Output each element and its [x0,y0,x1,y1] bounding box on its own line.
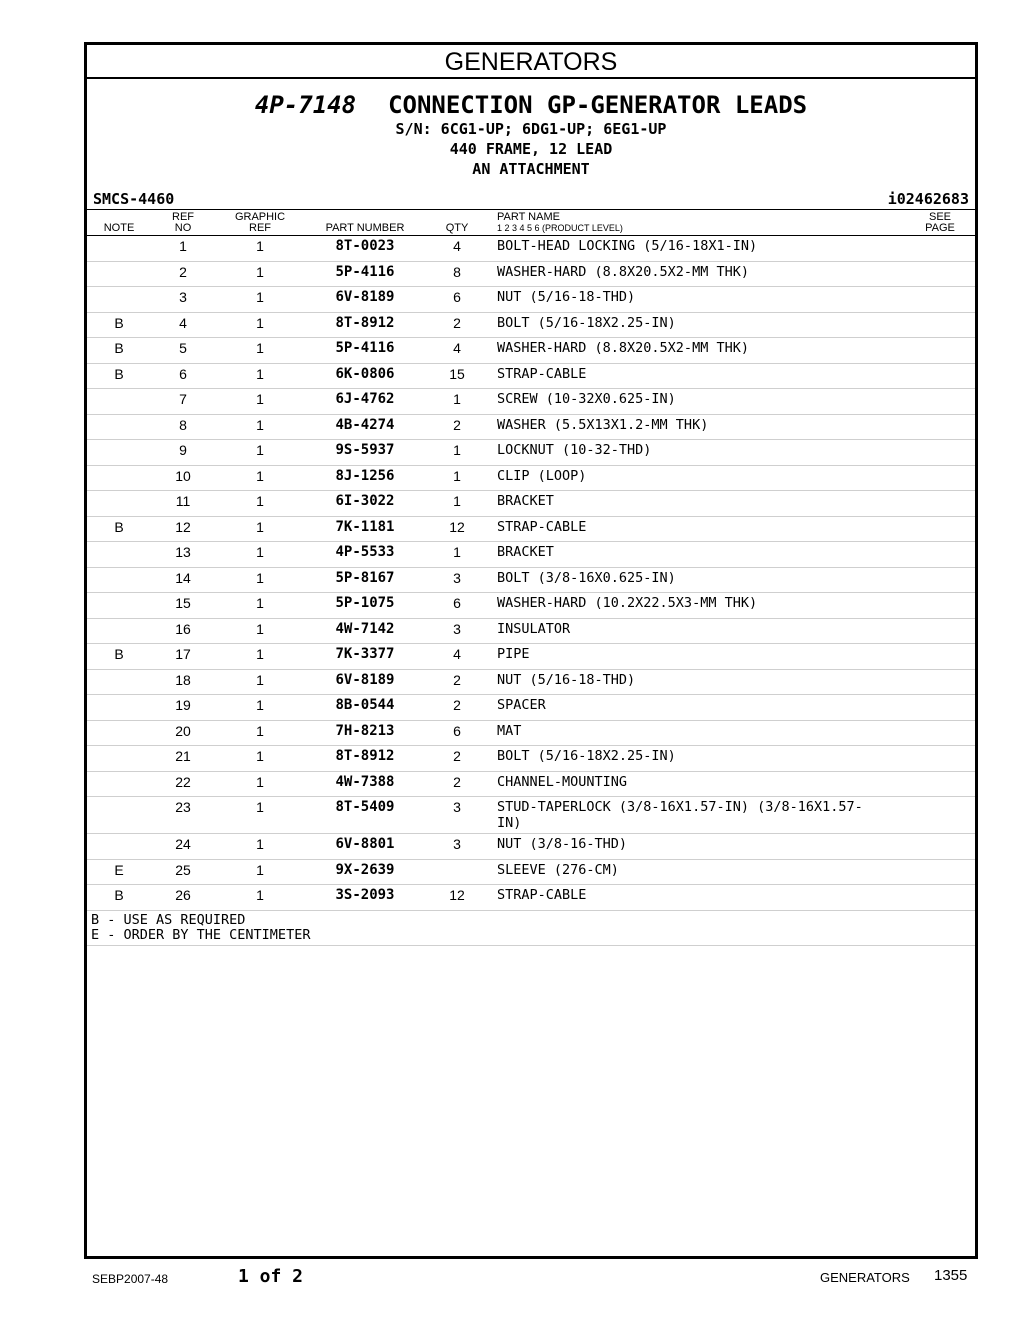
qty-cell: 1 [425,542,489,568]
col-see-page: SEE PAGE [905,210,975,236]
table-row [87,312,975,338]
table-row [87,465,975,491]
note-cell [87,669,151,695]
ref-cell: 20 [151,720,215,746]
qty-cell: 6 [425,720,489,746]
col-qty: QTY [425,210,489,236]
ref-cell: 12 [151,516,215,542]
note-cell [87,618,151,644]
frame-description: 440 FRAME, 12 LEAD [449,140,613,158]
serial-numbers: S/N: 6CG1-UP; 6DG1-UP; 6EG1-UP [395,120,667,138]
part-name-cell: STUD-TAPERLOCK (3/8-16X1.57-IN) (3/8-16X1.57- IN) [489,797,905,834]
col-part-number: PART NUMBER [305,210,425,236]
ref-cell: 21 [151,746,215,772]
part-number-cell: 8T-8912 [305,746,425,772]
note-cell [87,465,151,491]
ref-cell: 16 [151,618,215,644]
note-cell [87,261,151,287]
ref-cell: 13 [151,542,215,568]
note-cell: B [87,885,151,911]
table-row [87,797,975,834]
note-cell [87,414,151,440]
see-page-cell [905,440,975,466]
part-name-cell: NUT (5/16-18-THD) [489,287,905,313]
table-row [87,720,975,746]
table-row [87,567,975,593]
footer-section: GENERATORS [820,1270,910,1285]
note-cell [87,771,151,797]
note-cell: E [87,859,151,885]
ref-cell: 4 [151,312,215,338]
table-row [87,669,975,695]
graphic-ref-cell: 1 [215,618,305,644]
see-page-cell [905,618,975,644]
note-cell: B [87,338,151,364]
graphic-ref-cell: 1 [215,542,305,568]
graphic-ref-cell: 1 [215,771,305,797]
note-cell: B [87,312,151,338]
ref-cell: 19 [151,695,215,721]
note-cell [87,491,151,517]
table-row [87,414,975,440]
qty-cell: 15 [425,363,489,389]
qty-cell: 12 [425,516,489,542]
table-row [87,618,975,644]
part-number-cell: 6K-0806 [305,363,425,389]
table-row [87,440,975,466]
part-name-cell: NUT (3/8-16-THD) [489,834,905,860]
part-name-cell: STRAP-CABLE [489,516,905,542]
note-cell: B [87,644,151,670]
part-number-cell: 6V-8189 [305,287,425,313]
ref-cell: 6 [151,363,215,389]
part-number-cell: 9X-2639 [305,859,425,885]
note-e: E - ORDER BY THE CENTIMETER [91,926,311,943]
graphic-ref-cell: 1 [215,465,305,491]
ref-cell: 1 [151,236,215,262]
qty-cell: 3 [425,834,489,860]
table-row [87,695,975,721]
qty-cell: 1 [425,440,489,466]
see-page-cell [905,593,975,619]
illustration-id: i02462683 [887,190,969,208]
note-cell [87,746,151,772]
parts-table-body [87,236,975,911]
part-number-cell: 3S-2093 [305,885,425,911]
part-name-cell: SLEEVE (276-CM) [489,859,905,885]
qty-cell: 2 [425,771,489,797]
part-number-cell: 6V-8189 [305,669,425,695]
part-number-cell: 5P-4116 [305,338,425,364]
note-cell [87,287,151,313]
part-name-cell: WASHER-HARD (8.8X20.5X2-MM THK) [489,338,905,364]
note-cell: B [87,516,151,542]
group-title: CONNECTION GP-GENERATOR LEADS [388,91,808,119]
part-number-cell: 6V-8801 [305,834,425,860]
col-note: NOTE [87,210,151,236]
table-row [87,236,975,262]
graphic-ref-cell: 1 [215,491,305,517]
note-cell [87,542,151,568]
page-number: 1355 [934,1267,968,1284]
see-page-cell [905,261,975,287]
qty-cell: 3 [425,618,489,644]
doc-number: SEBP2007-48 [92,1272,169,1286]
col-graphic-ref: GRAPHIC REF [215,210,305,236]
part-name-cell: CLIP (LOOP) [489,465,905,491]
note-cell: B [87,363,151,389]
see-page-cell [905,491,975,517]
see-page-cell [905,669,975,695]
qty-cell: 12 [425,885,489,911]
ref-cell: 11 [151,491,215,517]
table-row [87,338,975,364]
note-cell [87,834,151,860]
see-page-cell [905,720,975,746]
smcs-line [87,189,975,210]
qty-cell [425,859,489,885]
note-b: B - USE AS REQUIRED [91,911,246,928]
graphic-ref-cell: 1 [215,644,305,670]
see-page-cell [905,287,975,313]
part-number-cell: 5P-4116 [305,261,425,287]
part-name-cell: BOLT (5/16-18X2.25-IN) [489,746,905,772]
note-cell [87,236,151,262]
part-number-cell: 6J-4762 [305,389,425,415]
see-page-cell [905,644,975,670]
ref-cell: 17 [151,644,215,670]
see-page-cell [905,771,975,797]
table-row [87,287,975,313]
part-name-cell: INSULATOR [489,618,905,644]
qty-cell: 4 [425,644,489,670]
product-levels: 1 2 3 4 5 6 (PRODUCT LEVEL) [497,223,623,233]
part-number-cell: 7K-3377 [305,644,425,670]
table-row [87,593,975,619]
qty-cell: 4 [425,236,489,262]
part-name-cell: SCREW (10-32X0.625-IN) [489,389,905,415]
graphic-ref-cell: 1 [215,720,305,746]
parts-table [87,210,975,911]
see-page-cell [905,885,975,911]
qty-cell: 1 [425,491,489,517]
part-number-cell: 7H-8213 [305,720,425,746]
qty-cell: 2 [425,414,489,440]
table-row [87,491,975,517]
graphic-ref-cell: 1 [215,593,305,619]
part-number-cell: 8T-5409 [305,797,425,834]
qty-cell: 2 [425,669,489,695]
graphic-ref-cell: 1 [215,236,305,262]
see-page-cell [905,797,975,834]
part-name-cell: CHANNEL-MOUNTING [489,771,905,797]
graphic-ref-cell: 1 [215,363,305,389]
part-number-cell: 5P-1075 [305,593,425,619]
ref-cell: 7 [151,389,215,415]
note-cell [87,389,151,415]
qty-cell: 3 [425,797,489,834]
qty-cell: 6 [425,593,489,619]
see-page-cell [905,542,975,568]
notes-block [87,911,975,946]
graphic-ref-cell: 1 [215,261,305,287]
group-heading [87,91,975,179]
page-footer [0,1266,1020,1290]
attachment-label: AN ATTACHMENT [472,160,590,178]
graphic-ref-cell: 1 [215,338,305,364]
part-name-cell: BRACKET [489,491,905,517]
part-name-cell: BOLT (3/8-16X0.625-IN) [489,567,905,593]
graphic-ref-cell: 1 [215,885,305,911]
note-cell [87,567,151,593]
qty-cell: 4 [425,338,489,364]
ref-cell: 18 [151,669,215,695]
see-page-cell [905,465,975,491]
col-part-name: PART NAME 1 2 3 4 5 6 (PRODUCT LEVEL) [489,210,905,236]
table-row [87,859,975,885]
table-row [87,542,975,568]
group-title-line [87,91,975,119]
part-name-cell: STRAP-CABLE [489,885,905,911]
ref-cell: 3 [151,287,215,313]
note-cell [87,797,151,834]
qty-cell: 6 [425,287,489,313]
note-cell [87,440,151,466]
see-page-cell [905,236,975,262]
table-row [87,885,975,911]
ref-cell: 9 [151,440,215,466]
qty-cell: 8 [425,261,489,287]
ref-cell: 10 [151,465,215,491]
ref-cell: 22 [151,771,215,797]
part-number-cell: 8T-0023 [305,236,425,262]
table-row [87,746,975,772]
note-cell [87,720,151,746]
page-count: 1 of 2 [238,1266,304,1287]
parts-page-frame [84,42,978,1259]
graphic-ref-cell: 1 [215,746,305,772]
qty-cell: 1 [425,465,489,491]
qty-cell: 2 [425,695,489,721]
part-number-cell: 5P-8167 [305,567,425,593]
table-header-row [87,210,975,236]
part-number-cell: 4W-7142 [305,618,425,644]
graphic-ref-cell: 1 [215,695,305,721]
graphic-ref-cell: 1 [215,312,305,338]
ref-cell: 23 [151,797,215,834]
see-page-cell [905,859,975,885]
see-page-cell [905,312,975,338]
see-page-cell [905,338,975,364]
see-page-cell [905,746,975,772]
table-row [87,516,975,542]
part-number-cell: 8J-1256 [305,465,425,491]
part-name-cell: LOCKNUT (10-32-THD) [489,440,905,466]
graphic-ref-cell: 1 [215,834,305,860]
see-page-cell [905,363,975,389]
part-number-cell: 4W-7388 [305,771,425,797]
part-number-cell: 9S-5937 [305,440,425,466]
see-page-cell [905,414,975,440]
graphic-ref-cell: 1 [215,567,305,593]
table-row [87,363,975,389]
part-name-cell: WASHER-HARD (8.8X20.5X2-MM THK) [489,261,905,287]
group-part-number: 4P-7148 [254,91,357,119]
table-row [87,261,975,287]
part-number-cell: 6I-3022 [305,491,425,517]
graphic-ref-cell: 1 [215,797,305,834]
graphic-ref-cell: 1 [215,414,305,440]
section-title: GENERATORS [87,45,975,79]
ref-cell: 5 [151,338,215,364]
part-name-cell: STRAP-CABLE [489,363,905,389]
see-page-cell [905,516,975,542]
ref-cell: 25 [151,859,215,885]
see-page-cell [905,567,975,593]
ref-cell: 24 [151,834,215,860]
ref-cell: 2 [151,261,215,287]
part-name-cell: SPACER [489,695,905,721]
col-ref-no: REF NO [151,210,215,236]
part-number-cell: 8T-8912 [305,312,425,338]
ref-cell: 14 [151,567,215,593]
see-page-cell [905,389,975,415]
graphic-ref-cell: 1 [215,287,305,313]
table-row [87,644,975,670]
part-name-cell: BOLT-HEAD LOCKING (5/16-18X1-IN) [489,236,905,262]
part-name-cell: BOLT (5/16-18X2.25-IN) [489,312,905,338]
qty-cell: 2 [425,746,489,772]
part-name-cell: PIPE [489,644,905,670]
graphic-ref-cell: 1 [215,516,305,542]
graphic-ref-cell: 1 [215,389,305,415]
see-page-cell [905,834,975,860]
part-name-cell: MAT [489,720,905,746]
smcs-code: SMCS-4460 [93,190,175,208]
part-name-cell: BRACKET [489,542,905,568]
ref-cell: 26 [151,885,215,911]
part-number-cell: 8B-0544 [305,695,425,721]
graphic-ref-cell: 1 [215,669,305,695]
part-number-cell: 7K-1181 [305,516,425,542]
note-cell [87,695,151,721]
part-name-cell: WASHER-HARD (10.2X22.5X3-MM THK) [489,593,905,619]
part-name-cell: WASHER (5.5X13X1.2-MM THK) [489,414,905,440]
graphic-ref-cell: 1 [215,859,305,885]
qty-cell: 2 [425,312,489,338]
see-page-cell [905,695,975,721]
table-row [87,834,975,860]
part-number-cell: 4B-4274 [305,414,425,440]
qty-cell: 1 [425,389,489,415]
part-name-cell: NUT (5/16-18-THD) [489,669,905,695]
ref-cell: 8 [151,414,215,440]
table-row [87,771,975,797]
table-row [87,389,975,415]
note-cell [87,593,151,619]
graphic-ref-cell: 1 [215,440,305,466]
qty-cell: 3 [425,567,489,593]
part-number-cell: 4P-5533 [305,542,425,568]
ref-cell: 15 [151,593,215,619]
